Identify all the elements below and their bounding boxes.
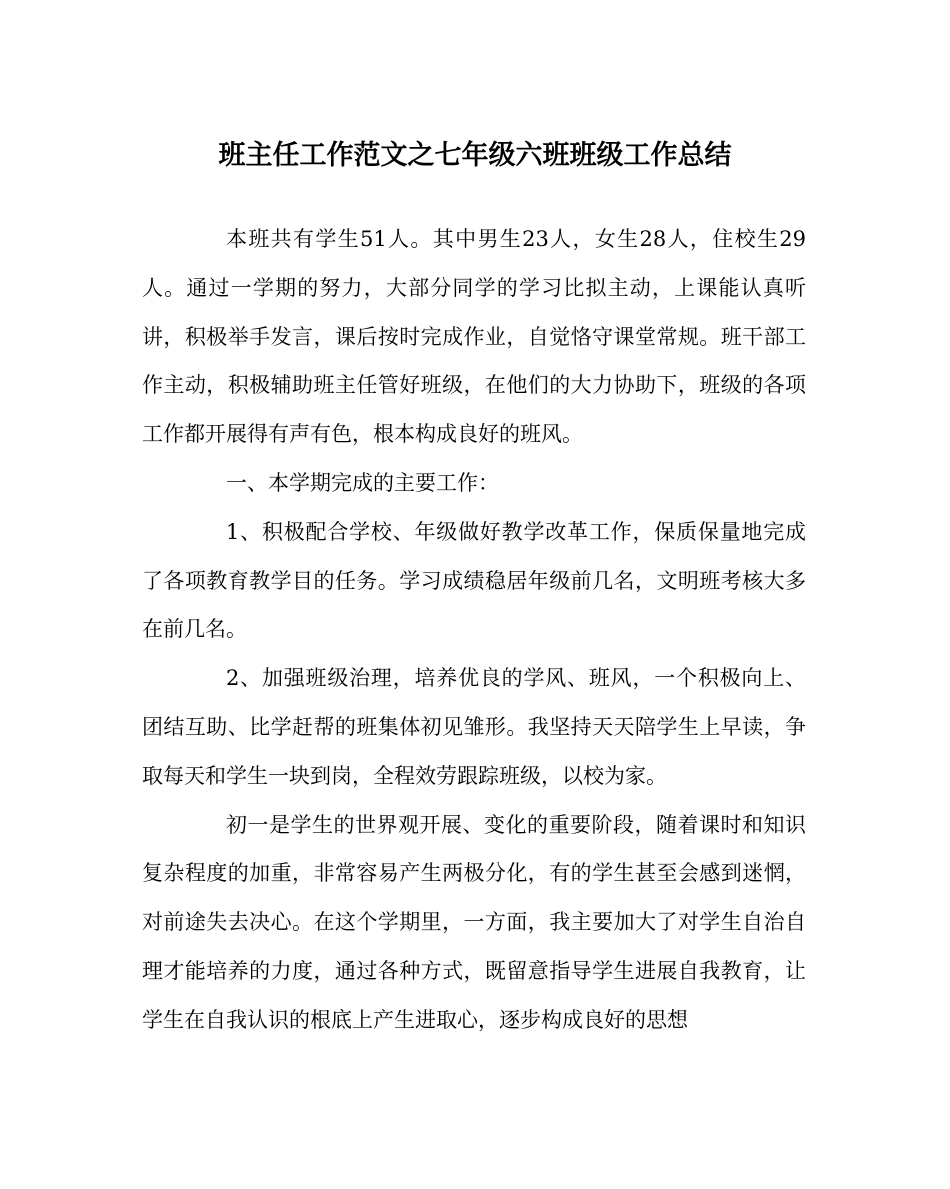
document-title: 班主任工作范文之七年级六班班级工作总结 [218,140,732,171]
paragraph-item-2: 2、加强班级治理，培养优良的学风、班风，一个积极向上、团结互助、比学赶帮的班集体初见雏形。我坚持天天陪学生上早读，争取每天和学生一块到岗，全程效劳跟踪班级，以校为家。 [142,666,806,788]
paragraph-grade-one: 初一是学生的世界观开展、变化的重要阶段，随着课时和知识复杂程度的加重，非常容易产生两极分化，有的学生甚至会感到迷惘，对前途失去决心。在这个学期里，一方面，我主要加大了对学生自治自理才能培养的力度，通过各种方式，既留意指导学生进展自我教育，让学生在自我认识的根底上产生进取心，逐步构成良好的思想 [142,812,806,1032]
document-body [142,215,806,1045]
paragraph-class-overview: 本班共有学生51人。其中男生23人，女生28人，住校生29人。通过一学期的努力，大部分同学的学习比拟主动，上课能认真听讲，积极举手发言，课后按时完成作业，自觉恪守课堂常规。班干部工作主动，积极辅助班主任管好班级，在他们的大力协助下，班级的各项工作都开展得有声有色，根本构成良好的班风。 [142,227,806,447]
paragraph-item-1: 1、积极配合学校、年级做好教学改革工作，保质保量地完成了各项教育教学目的任务。学习成绩稳居年级前几名，文明班考核大多在前几名。 [142,519,806,642]
paragraph-section-heading: 一、本学期完成的主要工作： [226,470,499,495]
